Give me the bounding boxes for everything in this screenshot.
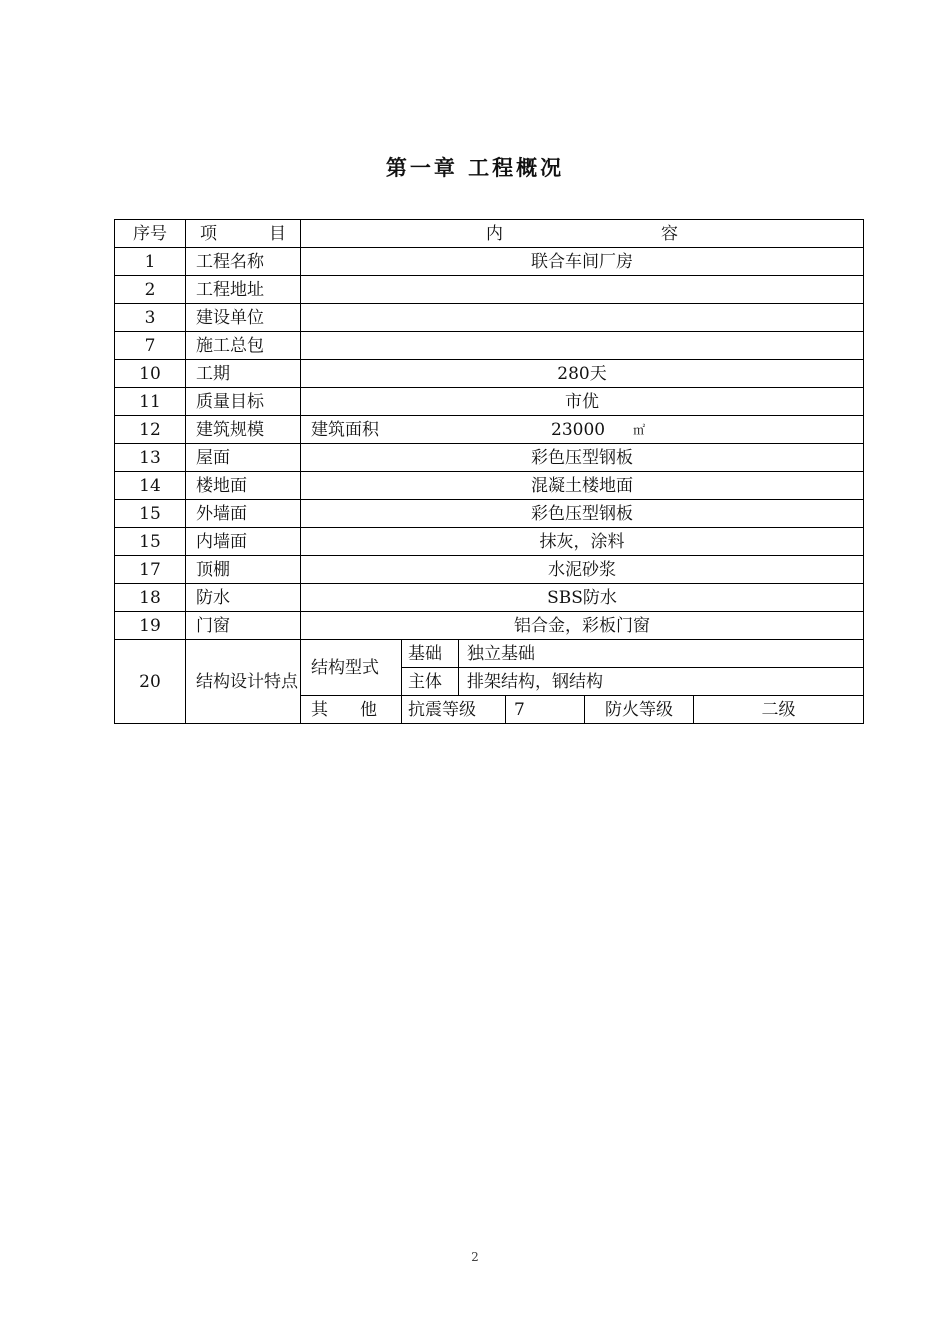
row-content: 市优 — [301, 388, 864, 416]
table-row — [115, 556, 864, 584]
row-no: 18 — [115, 584, 186, 612]
row-item: 顶棚 — [186, 556, 301, 584]
row-item: 楼地面 — [186, 472, 301, 500]
row-item: 工期 — [186, 360, 301, 388]
main-label: 主体 — [402, 668, 459, 696]
row-item: 工程名称 — [186, 248, 301, 276]
foundation-label: 基础 — [402, 640, 459, 668]
header-item — [186, 220, 301, 248]
row-item: 屋面 — [186, 444, 301, 472]
chapter-title: 第一章 工程概况 — [385, 156, 565, 180]
row-no: 11 — [115, 388, 186, 416]
row-no: 15 — [115, 528, 186, 556]
header-content — [301, 220, 864, 248]
other-label — [301, 696, 402, 724]
fire-label: 防火等级 — [585, 696, 694, 724]
table-row — [115, 276, 864, 304]
table-row — [115, 388, 864, 416]
row-item: 建设单位 — [186, 304, 301, 332]
row-item: 外墙面 — [186, 500, 301, 528]
row-content: 联合车间厂房 — [301, 248, 864, 276]
row-content: 280天 — [301, 360, 864, 388]
row-item: 工程地址 — [186, 276, 301, 304]
table-row — [115, 584, 864, 612]
header-item-a: 项 — [200, 223, 217, 244]
row-content: 彩色压型钢板 — [301, 500, 864, 528]
seismic-value: 7 — [506, 696, 585, 724]
header-no: 序号 — [115, 220, 186, 248]
row-item: 门窗 — [186, 612, 301, 640]
row-item: 施工总包 — [186, 332, 301, 360]
structure-row — [115, 640, 864, 668]
row-no: 7 — [115, 332, 186, 360]
row-item: 结构设计特点 — [186, 640, 301, 724]
area-unit: ㎡ — [633, 422, 646, 437]
row-content: 抹灰，涂料 — [301, 528, 864, 556]
row-no: 19 — [115, 612, 186, 640]
row-no: 12 — [115, 416, 186, 444]
row-content: 水泥砂浆 — [301, 556, 864, 584]
area-value: 23000 — [551, 419, 606, 440]
foundation-value: 独立基础 — [459, 640, 864, 668]
row-no: 10 — [115, 360, 186, 388]
fire-value: 二级 — [694, 696, 864, 724]
structure-type-label: 结构型式 — [301, 640, 402, 696]
row-no: 1 — [115, 248, 186, 276]
table-row — [115, 528, 864, 556]
main-value: 排架结构，钢结构 — [459, 668, 864, 696]
row-content: 混凝土楼地面 — [301, 472, 864, 500]
row-no: 14 — [115, 472, 186, 500]
row-content: 彩色压型钢板 — [301, 444, 864, 472]
row-content — [301, 304, 864, 332]
table-row — [115, 612, 864, 640]
row-item: 质量目标 — [186, 388, 301, 416]
row-item: 建筑规模 — [186, 416, 301, 444]
row-content: 铝合金，彩板门窗 — [301, 612, 864, 640]
row-no: 15 — [115, 500, 186, 528]
row-content — [301, 276, 864, 304]
other-label-b: 他 — [360, 699, 377, 720]
table-row — [115, 248, 864, 276]
area-label: 建筑面积 — [311, 419, 379, 440]
row-item: 防水 — [186, 584, 301, 612]
table-row — [115, 500, 864, 528]
table-row — [115, 472, 864, 500]
row-content-area — [301, 416, 864, 444]
row-no: 13 — [115, 444, 186, 472]
header-content-a: 内 — [486, 223, 503, 244]
header-row — [115, 220, 864, 248]
other-label-a: 其 — [311, 699, 328, 720]
table-row — [115, 360, 864, 388]
project-overview-table — [114, 219, 864, 724]
row-no: 17 — [115, 556, 186, 584]
table-row — [115, 304, 864, 332]
row-no: 2 — [115, 276, 186, 304]
table-row — [115, 332, 864, 360]
row-no: 20 — [115, 640, 186, 724]
row-item: 内墙面 — [186, 528, 301, 556]
page-number: 2 — [471, 1250, 479, 1264]
row-no: 3 — [115, 304, 186, 332]
header-item-b: 目 — [269, 223, 286, 244]
seismic-label: 抗震等级 — [402, 696, 506, 724]
table-row — [115, 444, 864, 472]
row-content — [301, 332, 864, 360]
header-content-b: 容 — [661, 223, 678, 244]
table-row — [115, 416, 864, 444]
row-content: SBS防水 — [301, 584, 864, 612]
